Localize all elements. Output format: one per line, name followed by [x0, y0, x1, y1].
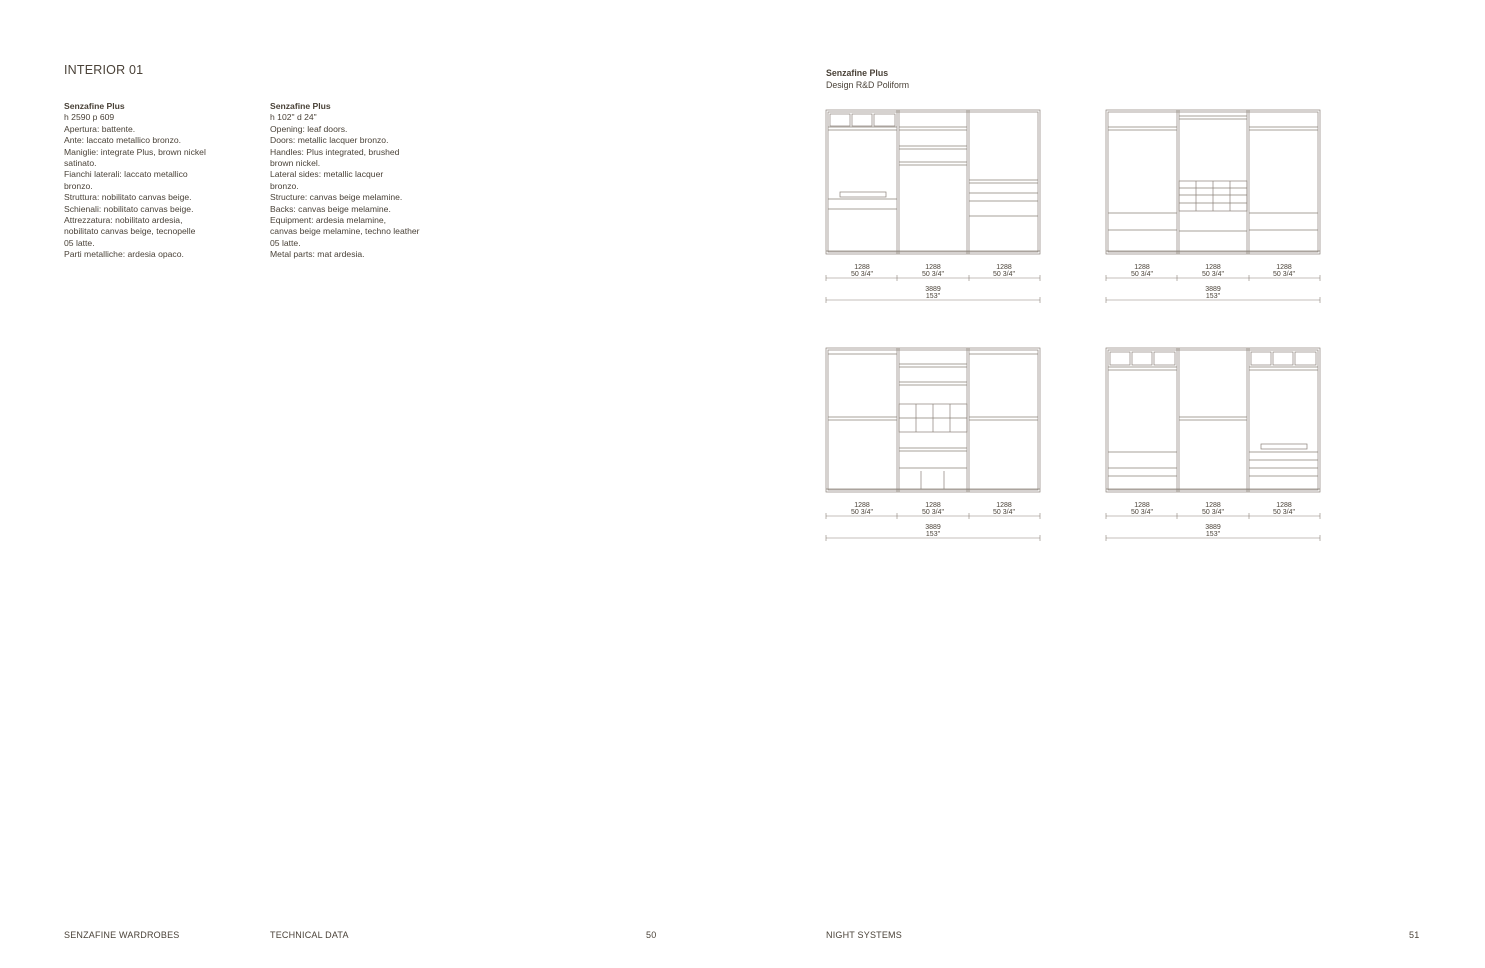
footer-section-left: SENZAFINE WARDROBES: [64, 930, 180, 940]
spec-product-name: Senzafine Plus: [270, 101, 331, 111]
module-width-in: 50 3/4": [1131, 271, 1153, 278]
spec-line: bronzo.: [64, 180, 93, 191]
spec-italian: [64, 101, 234, 261]
module-width-in: 50 3/4": [851, 509, 873, 516]
spec-line: Structure: canvas beige melamine.: [270, 192, 403, 203]
spec-line: satinato.: [64, 158, 97, 169]
total-width-in: 153": [925, 531, 941, 538]
module-width-in: 50 3/4": [1131, 509, 1153, 516]
spec-line: Opening: leaf doors.: [270, 123, 348, 134]
spec-line: Struttura: nobilitato canvas beige.: [64, 192, 192, 203]
product-designer: Design R&D Poliform: [826, 80, 910, 90]
spec-line: nobilitato canvas beige, tecnopelle: [64, 226, 196, 237]
module-width-mm: 1288: [854, 264, 870, 271]
module-width-mm: 1288: [854, 502, 870, 509]
section-title: INTERIOR 01: [64, 63, 144, 77]
page-number-left: 50: [646, 930, 657, 940]
module-width-in: 50 3/4": [1273, 271, 1295, 278]
module-width-in: 50 3/4": [851, 271, 873, 278]
total-width-in: 153": [925, 293, 941, 300]
spec-line: Fianchi laterali: laccato metallico: [64, 169, 188, 180]
total-width-in: 153": [1205, 293, 1221, 300]
spec-line: canvas beige melamine, techno leather: [270, 226, 420, 237]
footer-chapter: TECHNICAL DATA: [270, 930, 349, 940]
spec-line: brown nickel.: [270, 158, 321, 169]
total-width-mm: 3889: [1205, 524, 1221, 531]
module-width-in: 50 3/4": [1273, 509, 1295, 516]
spec-line: Equipment: ardesia melamine,: [270, 215, 387, 226]
module-width-in: 50 3/4": [1202, 271, 1224, 278]
module-width-mm: 1288: [1134, 264, 1150, 271]
spec-line: Attrezzatura: nobilitato ardesia,: [64, 215, 183, 226]
module-width-in: 50 3/4": [993, 271, 1015, 278]
module-width-mm: 1288: [1205, 502, 1221, 509]
wardrobe-elevation-3: [824, 346, 1042, 546]
spec-english: [270, 101, 450, 261]
spec-line: 05 latte.: [64, 237, 95, 248]
total-width-mm: 3889: [925, 524, 941, 531]
spec-line: Doors: metallic lacquer bronzo.: [270, 135, 389, 146]
module-width-mm: 1288: [925, 264, 941, 271]
total-width-mm: 3889: [1205, 286, 1221, 293]
product-name: Senzafine Plus: [826, 68, 889, 78]
product-heading: [826, 67, 909, 91]
spec-line: Apertura: battente.: [64, 123, 136, 134]
spec-line: Metal parts: mat ardesia.: [270, 249, 365, 260]
spec-line: bronzo.: [270, 180, 299, 191]
spec-line: h 102" d 24": [270, 112, 317, 123]
spec-line: h 2590 p 609: [64, 112, 115, 123]
footer-section-right: NIGHT SYSTEMS: [826, 930, 902, 940]
module-width-mm: 1288: [996, 264, 1012, 271]
spec-line: Lateral sides: metallic lacquer: [270, 169, 384, 180]
spec-line: 05 latte.: [270, 237, 301, 248]
total-width-mm: 3889: [925, 286, 941, 293]
spec-line: Handles: Plus integrated, brushed: [270, 146, 400, 157]
spec-line: Backs: canvas beige melamine.: [270, 203, 391, 214]
spec-product-name: Senzafine Plus: [64, 101, 125, 111]
module-width-mm: 1288: [1205, 264, 1221, 271]
page-number-right: 51: [1409, 930, 1420, 940]
module-width-in: 50 3/4": [922, 509, 944, 516]
wardrobe-elevation-4: [1104, 346, 1322, 546]
module-width-mm: 1288: [1134, 502, 1150, 509]
module-width-mm: 1288: [1276, 502, 1292, 509]
spec-line: Parti metalliche: ardesia opaco.: [64, 249, 184, 260]
spec-line: Maniglie: integrate Plus, brown nickel: [64, 146, 206, 157]
module-width-in: 50 3/4": [922, 271, 944, 278]
module-width-in: 50 3/4": [993, 509, 1015, 516]
total-width-in: 153": [1205, 531, 1221, 538]
spec-line: Ante: laccato metallico bronzo.: [64, 135, 182, 146]
module-width-mm: 1288: [996, 502, 1012, 509]
module-width-in: 50 3/4": [1202, 509, 1224, 516]
spec-line: Schienali: nobilitato canvas beige.: [64, 203, 194, 214]
module-width-mm: 1288: [1276, 264, 1292, 271]
module-width-mm: 1288: [925, 502, 941, 509]
wardrobe-elevation-2: [1104, 108, 1322, 308]
wardrobe-elevation-1: [824, 108, 1042, 308]
